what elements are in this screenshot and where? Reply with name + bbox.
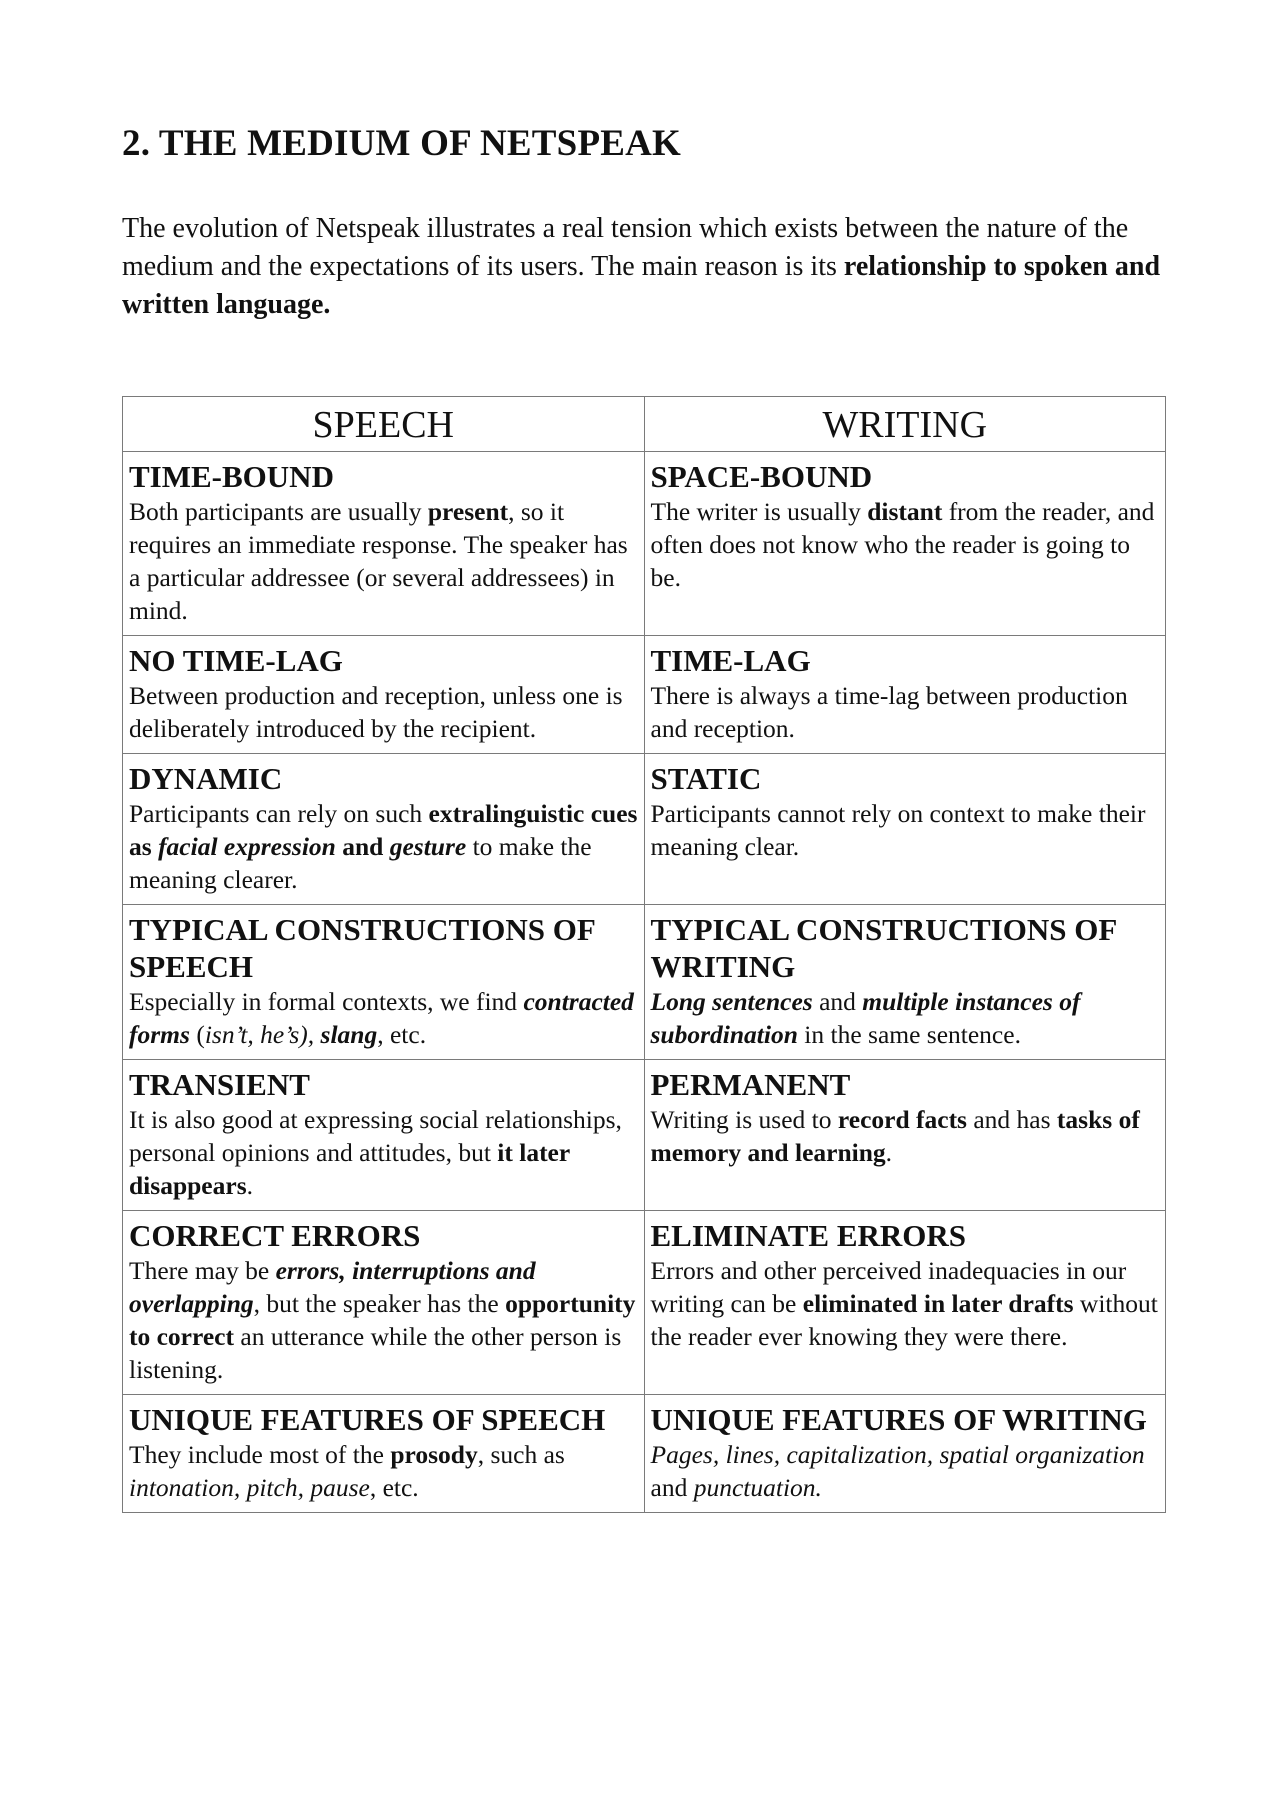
table-row (123, 1211, 1166, 1395)
cell-text (129, 1103, 638, 1202)
cell-title: DYNAMIC (129, 761, 283, 796)
italic-run: Pages, lines, capitalization, spatial organization (650, 1440, 1145, 1469)
bold-italic-run: facial expression (158, 832, 336, 861)
speech-cell (123, 1211, 645, 1395)
cell-title: UNIQUE FEATURES OF WRITING (650, 1402, 1147, 1437)
cell-title: STATIC (650, 761, 762, 796)
text-run: , so it requires an immediate response. The speaker has a particular addressee (or several addressees) in mind. (129, 497, 628, 625)
speech-cell (123, 1395, 645, 1513)
text-run: , etc. (369, 1473, 419, 1502)
cell-title: TIME-BOUND (129, 459, 334, 494)
bold-run: extralinguistic cues as (129, 799, 638, 861)
intro-text: The evolution of Netspeak illustrates a real tension which exists between the nature of the medium and the expectations of its users. The main reason is its (122, 213, 1129, 282)
speech-cell (123, 905, 645, 1060)
cell-title: CORRECT ERRORS (129, 1218, 421, 1253)
speech-writing-table (122, 396, 1166, 1513)
bold-italic-run: multiple instances of subordination (650, 987, 1081, 1049)
text-run: , such as (477, 1440, 565, 1469)
bold-run: present (427, 497, 509, 526)
cell-text (651, 1438, 1160, 1504)
writing-cell (644, 1395, 1166, 1513)
table-row (123, 1395, 1166, 1513)
table-row (123, 905, 1166, 1060)
cell-title: TRANSIENT (129, 1067, 310, 1102)
bold-run: distant (867, 497, 943, 526)
bold-run: it later disappears (129, 1138, 570, 1200)
text-run: Errors and other perceived inadequacies in our writing can be (650, 1256, 1127, 1318)
cell-title: TYPICAL CONSTRUCTIONS OF SPEECH (129, 912, 595, 984)
cell-text (129, 495, 638, 627)
text-run: Writing is used to (650, 1105, 838, 1134)
writing-cell (644, 1211, 1166, 1395)
speech-cell (123, 754, 645, 905)
text-run: , but the speaker has the (253, 1289, 506, 1318)
text-run: , etc. (377, 1020, 427, 1049)
writing-cell (644, 905, 1166, 1060)
bold-italic-run: slang (320, 1020, 378, 1049)
intro-bold-text: relationship to spoken and written language. (122, 251, 1161, 320)
italic-run: punctuation. (693, 1473, 822, 1502)
speech-cell (123, 452, 645, 636)
bold-run: and (335, 832, 390, 861)
table-row (123, 452, 1166, 636)
cell-text (651, 985, 1160, 1051)
cell-text: Between production and reception, unless one is deliberately introduced by the recipient. (129, 681, 623, 743)
cell-text (129, 985, 638, 1051)
cell-text (129, 797, 638, 896)
text-run: The writer is usually (650, 497, 868, 526)
cell-text (651, 495, 1160, 594)
cell-title: ELIMINATE ERRORS (650, 1218, 967, 1253)
text-run: . (246, 1171, 253, 1200)
cell-text (651, 1254, 1160, 1353)
bold-italic-run: gesture (389, 832, 467, 861)
bold-run: record facts (837, 1105, 967, 1134)
text-run: . (885, 1138, 893, 1167)
text-run: Participants can rely on such (129, 799, 429, 828)
writing-cell (644, 754, 1166, 905)
cell-title: TIME-LAG (650, 643, 811, 678)
cell-text (651, 1103, 1160, 1169)
writing-header: WRITING (644, 397, 1166, 452)
bold-run: prosody (390, 1440, 478, 1469)
text-run: to make the meaning clearer. (129, 832, 592, 894)
italic-run: isn’t, he’s), (204, 1020, 321, 1049)
cell-title: PERMANENT (650, 1067, 851, 1102)
cell-title: NO TIME-LAG (129, 643, 343, 678)
table-row (123, 754, 1166, 905)
text-run: from the reader, and often does not know who the reader is going to be. (650, 497, 1155, 592)
writing-cell (644, 452, 1166, 636)
intro-paragraph (122, 210, 1166, 324)
table-row (123, 636, 1166, 754)
speech-cell (123, 1060, 645, 1211)
text-run: an utterance while the other person is listening. (129, 1322, 622, 1384)
bold-run: opportunity to correct (129, 1289, 636, 1351)
text-run: and (812, 987, 863, 1016)
cell-text (129, 1254, 638, 1386)
writing-cell (644, 1060, 1166, 1211)
text-run: It is also good at expressing social relationships, personal opinions and attitudes, but (129, 1105, 622, 1167)
cell-title: TYPICAL CONSTRUCTIONS OF WRITING (650, 912, 1117, 984)
cell-title: SPACE-BOUND (650, 459, 873, 494)
table-header-row (123, 397, 1166, 452)
text-run: and (650, 1473, 694, 1502)
bold-italic-run: contracted forms (129, 987, 634, 1049)
text-run: They include most of the (129, 1440, 391, 1469)
bold-italic-run: Long sentences (650, 987, 813, 1016)
bold-run: tasks of memory and learning (650, 1105, 1140, 1167)
text-run: in the same sentence. (797, 1020, 1021, 1049)
writing-cell (644, 636, 1166, 754)
text-run: ( (189, 1020, 205, 1049)
italic-run: intonation, pitch, pause (129, 1473, 370, 1502)
text-run: Both participants are usually (129, 497, 428, 526)
cell-text: Participants cannot rely on context to make their meaning clear. (650, 799, 1146, 861)
text-run: and has (966, 1105, 1057, 1134)
cell-title: UNIQUE FEATURES OF SPEECH (129, 1402, 606, 1437)
text-run: There may be (129, 1256, 276, 1285)
section-heading: 2. THE MEDIUM OF NETSPEAK (122, 123, 682, 164)
cell-text: There is always a time-lag between production and reception. (650, 681, 1128, 743)
text-run: Especially in formal contexts, we find (129, 987, 524, 1016)
speech-cell (123, 636, 645, 754)
text-run: without the reader ever knowing they were there. (650, 1289, 1158, 1351)
speech-header: SPEECH (123, 397, 645, 452)
bold-italic-run: errors, interruptions and overlapping (129, 1256, 536, 1318)
table-row (123, 1060, 1166, 1211)
bold-run: eliminated in later drafts (802, 1289, 1074, 1318)
cell-text (129, 1438, 638, 1504)
